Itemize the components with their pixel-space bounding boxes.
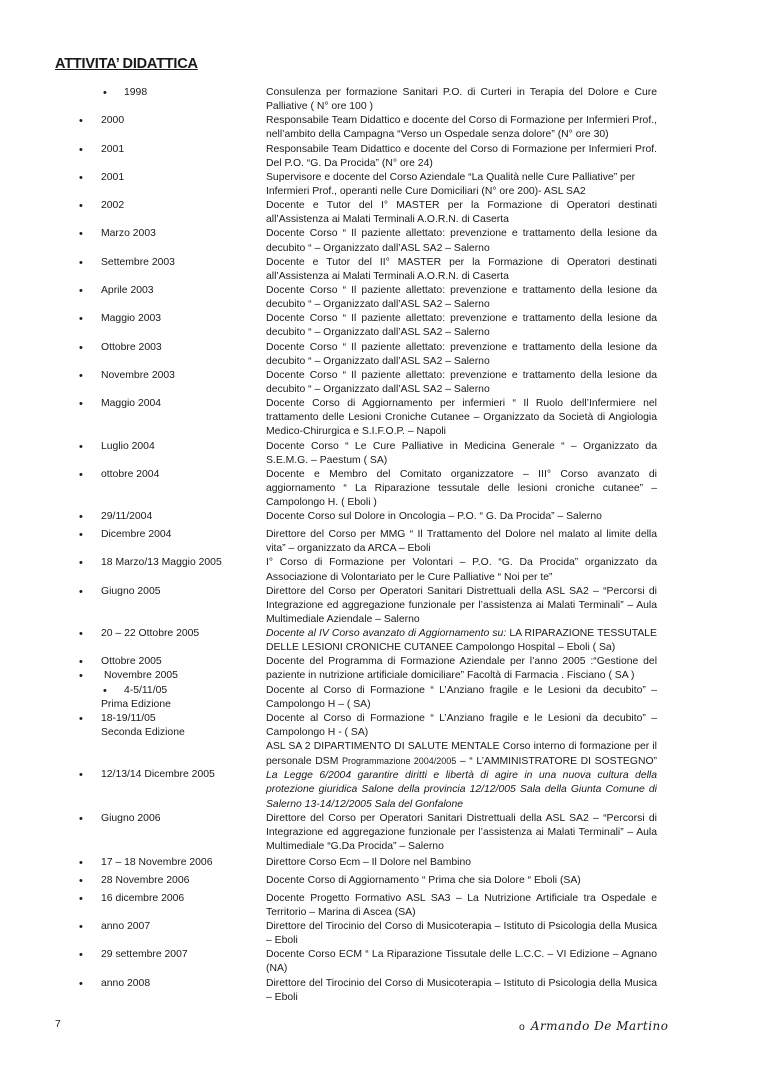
bullet-icon: • bbox=[79, 812, 83, 825]
list-item bbox=[0, 812, 768, 856]
page-number: 7 bbox=[55, 1019, 61, 1030]
item-date: Aprile 2003 bbox=[101, 285, 154, 297]
item-description: Docente e Tutor del I° MASTER per la Formazione di Operatori destinati all’Assistenza ai Malati Terminali A.O.R.N. di Caserta bbox=[266, 200, 657, 226]
list-item bbox=[0, 397, 768, 439]
list-item bbox=[0, 874, 768, 892]
bullet-icon: • bbox=[79, 628, 83, 640]
item-description: Docente Corso ECM “ La Riparazione Tissutale delle L.C.C. – VI Edizione – Agnano (NA) bbox=[266, 949, 657, 975]
item-description: Docente al Corso di Formazione “ L’Anziano fragile e le Lesioni da decubito” – Campolongo H – ( SA) bbox=[266, 684, 657, 710]
item-date: 12/13/14 Dicembre 2005 bbox=[101, 769, 215, 781]
item-description: Docente Progetto Formativo ASL SA3 – La Nutrizione Artificiale tra Ospedale e Territorio – Marina di Ascea (SA) bbox=[266, 892, 657, 918]
signature-name: Armando De Martino bbox=[530, 1019, 669, 1033]
list-item bbox=[0, 86, 768, 114]
list-item bbox=[0, 143, 768, 171]
item-description-small: Programmazione 2004/2005 bbox=[341, 756, 457, 767]
item-description: Direttore del Corso per MMG “ Il Trattamento del Dolore nel malato al limite della vita” – organizzato da ARCA – Eboli bbox=[266, 529, 657, 555]
item-description-text: LA RIPARAZIONE TESSUTALE DELLE LESIONI CRONICHE CUTANEE Campolongo Hospital – Eboli ( Sa) bbox=[266, 628, 657, 654]
bullet-icon: • bbox=[79, 920, 83, 933]
item-date: 20 – 22 Ottobre 2005 bbox=[101, 628, 200, 639]
item-description: Direttore del Corso per Operatori Sanitari Distrettuali della ASL SA2 – “Percorsi di Integrazione ed aggregazione funzionale per l’assistenza ai Malati Terminali” – Aula Multimediale Aziendale – Salerno bbox=[266, 585, 657, 625]
list-item bbox=[0, 556, 768, 584]
item-description-italic: Docente al IV Corso avanzato di Aggiornamento su: bbox=[266, 628, 507, 639]
item-date: 2002 bbox=[101, 200, 125, 212]
bullet-icon: • bbox=[79, 171, 83, 184]
item-date: Maggio 2003 bbox=[101, 313, 162, 325]
list-item bbox=[0, 468, 768, 510]
item-date: Novembre 2003 bbox=[101, 369, 175, 381]
list-item bbox=[0, 712, 768, 740]
list-item bbox=[0, 171, 768, 199]
bullet-icon: • bbox=[79, 398, 83, 411]
item-date: 29 settembre 2007 bbox=[101, 949, 188, 961]
list-item bbox=[0, 227, 768, 255]
item-date: Ottobre 2005 bbox=[101, 656, 162, 668]
bullet-icon: • bbox=[79, 856, 83, 869]
list-item bbox=[0, 312, 768, 340]
item-date: Luglio 2004 bbox=[101, 440, 155, 452]
item-date: 2000 bbox=[101, 115, 125, 127]
item-date: anno 2007 bbox=[101, 920, 151, 932]
list-item bbox=[0, 528, 768, 556]
item-description: Docente Corso “ Il paziente allettato: prevenzione e trattamento della lesione da decubito “ – Organizzato dall’ASL SA2 – Salerno bbox=[266, 285, 657, 311]
item-description: Docente Corso “ Le Cure Palliative in Medicina Generale “ – Organizzato da S.E.M.G. – Paestum ( SA) bbox=[266, 440, 657, 466]
item-date: Ottobre 2003 bbox=[101, 341, 162, 353]
list-item bbox=[0, 585, 768, 627]
item-description: Docente Corso di Aggiornamento “ Prima che sia Dolore “ Eboli (SA) bbox=[266, 874, 581, 886]
bullet-icon: • bbox=[79, 143, 83, 156]
bullet-icon: • bbox=[79, 874, 83, 887]
item-date: Dicembre 2004 bbox=[101, 529, 172, 541]
item-date: 18-19/11/05 bbox=[101, 712, 156, 724]
list-item bbox=[0, 284, 768, 312]
bullet-icon: • bbox=[79, 313, 83, 326]
item-description: Docente Corso di Aggiornamento per infermieri “ Il Ruolo dell’Infermiere nel trattamento delle Lesioni Croniche Cutanee – Organizzato da Società di Angiologia Medico-Chirurgica e S.I.F.O.P. – Napoli bbox=[266, 398, 657, 438]
list-item bbox=[0, 114, 768, 142]
item-date: anno 2008 bbox=[101, 977, 151, 989]
item-date: 29/11/2004 bbox=[101, 511, 153, 523]
list-item bbox=[0, 341, 768, 369]
item-date: 17 – 18 Novembre 2006 bbox=[101, 856, 213, 868]
item-date: Giugno 2006 bbox=[101, 812, 161, 824]
item-date: Marzo 2003 bbox=[101, 228, 156, 240]
list-item bbox=[0, 977, 768, 1005]
bullet-icon: • bbox=[79, 440, 83, 453]
item-description: Docente e Membro del Comitato organizzatore – III° Corso avanzato di aggiornamento “ La Riparazione tessutale delle lesioni croniche cutanee” – Campolongo H. ( Eboli ) bbox=[266, 468, 657, 509]
list-item bbox=[0, 510, 768, 528]
list-item bbox=[0, 740, 768, 811]
list-item bbox=[0, 684, 768, 712]
bullet-icon: • bbox=[79, 468, 83, 481]
bullet-icon: • bbox=[79, 670, 83, 683]
item-description bbox=[266, 740, 657, 811]
item-description: Docente Corso sul Dolore in Oncologia – P.O. “ G. Da Procida” – Salerno bbox=[266, 511, 602, 523]
list-item bbox=[0, 948, 768, 976]
item-date-second: Novembre 2005 bbox=[104, 670, 178, 682]
item-description-text: – “ L’AMMINISTRATORE DI SOSTEGNO” bbox=[456, 756, 657, 768]
item-description: Direttore del Corso per Operatori Sanitari Distrettuali della ASL SA2 – “Percorsi di Integrazione ed aggregazione funzionale per l’assistenza ai Malati Terminali” – Aula Multimediale “G.Da Procida” – Salerno bbox=[266, 812, 657, 852]
bullet-icon: • bbox=[79, 511, 83, 524]
item-description: Direttore del Tirocinio del Corso di Musicoterapia – Istituto di Psicologia della Musica – Eboli bbox=[266, 977, 657, 1003]
list-item bbox=[0, 856, 768, 874]
item-description: Docente al Corso di Formazione “ L’Anziano fragile e le Lesioni da decubito” – Campolongo H - ( SA) bbox=[266, 712, 657, 738]
item-description: Docente Corso “ Il paziente allettato: prevenzione e trattamento della lesione da decubito “ – Organizzato dall’ASL SA2 – Salerno bbox=[266, 369, 657, 396]
bullet-icon: • bbox=[79, 656, 83, 669]
bullet-icon: • bbox=[79, 341, 83, 354]
bullet-icon: • bbox=[79, 977, 83, 990]
item-description bbox=[266, 627, 657, 655]
list-item bbox=[0, 892, 768, 920]
list-item bbox=[0, 655, 768, 683]
item-date: Maggio 2004 bbox=[101, 398, 162, 410]
section-title: ATTIVITA’ DIDATTICA bbox=[55, 56, 198, 72]
item-description: Docente Corso “ Il paziente allettato: prevenzione e trattamento della lesione da decubito “ – Organizzato dall’ASL SA2 – Salerno bbox=[266, 313, 657, 339]
item-edition: Prima Edizione bbox=[101, 698, 171, 710]
list-item bbox=[0, 440, 768, 468]
list-item bbox=[0, 920, 768, 948]
item-description: Docente Corso “ Il paziente allettato: prevenzione e trattamento della lesione da decubito “ – Organizzato dall’ASL SA2 – Salerno bbox=[266, 341, 657, 367]
item-description: Responsabile Team Didattico e docente del Corso di Formazione per Infermieri Prof., nell’ambito della Campagna “Verso un Ospedale senza dolore” (N° ore 30) bbox=[266, 115, 657, 141]
item-description: Consulenza per formazione Sanitari P.O. di Curteri in Terapia del Dolore e Cure Palliative ( N° ore 100 ) bbox=[266, 87, 657, 113]
bullet-icon: • bbox=[79, 557, 83, 570]
item-date: 2001 bbox=[101, 171, 125, 183]
item-date: 28 Novembre 2006 bbox=[101, 874, 190, 886]
bullet-icon: • bbox=[103, 87, 107, 99]
item-date: 1998 bbox=[124, 87, 148, 98]
list-item bbox=[0, 256, 768, 284]
item-date: Giugno 2005 bbox=[101, 585, 161, 597]
bullet-icon: • bbox=[79, 115, 83, 128]
bullet-icon: • bbox=[79, 892, 83, 905]
item-description-italic: La Legge 6/2004 garantire diritti e libertà di agire in una nuova cultura della protezione giuridica Salone della provincia 12/12/005 Sala della Giunta Comune di Salerno 13-14/12/2005 Sala del Gonfalone bbox=[266, 770, 657, 810]
bullet-icon: • bbox=[79, 228, 83, 241]
list-item bbox=[0, 627, 768, 655]
list-item bbox=[0, 369, 768, 397]
item-description: Docente Corso “ Il paziente allettato: prevenzione e trattamento della lesione da decubito “ – Organizzato dall’ASL SA2 – Salerno bbox=[266, 228, 657, 254]
item-edition: Seconda Edizione bbox=[101, 726, 185, 738]
bullet-icon: • bbox=[79, 256, 83, 269]
item-description: Supervisore e docente del Corso Aziendale “La Qualità nelle Cure Palliative” per Infermieri Prof., operanti nelle Cure Domiciliari (N° ore 200)- ASL SA2 bbox=[266, 171, 636, 197]
bullet-icon: • bbox=[79, 369, 83, 382]
item-description-text: ASL SA 2 DIPARTIMENTO DI SALUTE MENTALE Corso interno di formazione per il personale DSM bbox=[266, 741, 657, 768]
bullet-icon: • bbox=[79, 712, 83, 725]
item-date: 4-5/11/05 bbox=[124, 684, 168, 696]
bullet-icon: • bbox=[103, 684, 107, 697]
item-date: 18 Marzo/13 Maggio 2005 bbox=[101, 557, 222, 569]
activity-list bbox=[0, 86, 768, 1005]
item-description: Responsabile Team Didattico e docente del Corso di Formazione per Infermieri Prof. Del P.O. “G. Da Procida” (N° ore 24) bbox=[266, 143, 657, 169]
item-description: Direttore del Tirocinio del Corso di Musicoterapia – Istituto di Psicologia della Musica – Eboli bbox=[266, 920, 657, 947]
list-item bbox=[0, 199, 768, 227]
item-date: 2001 bbox=[101, 143, 125, 155]
bullet-icon: • bbox=[79, 585, 83, 598]
bullet-icon: • bbox=[79, 529, 83, 542]
footer-bullet: o bbox=[519, 1022, 525, 1033]
footer-signature bbox=[519, 1019, 669, 1033]
item-date: ottobre 2004 bbox=[101, 468, 160, 480]
bullet-icon: • bbox=[79, 285, 83, 298]
bullet-icon: • bbox=[79, 949, 83, 962]
item-date: 16 dicembre 2006 bbox=[101, 892, 185, 904]
item-description: I° Corso di Formazione per Volontari – P.O. “G. Da Procida” organizzato da Associazione di Volontariato per le Cure Palliative “ Noi per te” bbox=[266, 557, 657, 583]
bullet-icon: • bbox=[79, 769, 83, 782]
item-description: Docente e Tutor del II° MASTER per la Formazione di Operatori destinati all’Assistenza ai Malati Terminali A.O.R.N. di Caserta bbox=[266, 256, 657, 282]
item-date: Settembre 2003 bbox=[101, 256, 175, 268]
item-description: Docente del Programma di Formazione Aziendale per l’anno 2005 :“Gestione del paziente in nutrizione artificiale domiciliare” Facoltà di Farmacia . Fisciano ( SA ) bbox=[266, 656, 657, 682]
bullet-icon: • bbox=[79, 200, 83, 213]
item-description: Direttore Corso Ecm – Il Dolore nel Bambino bbox=[266, 856, 472, 868]
